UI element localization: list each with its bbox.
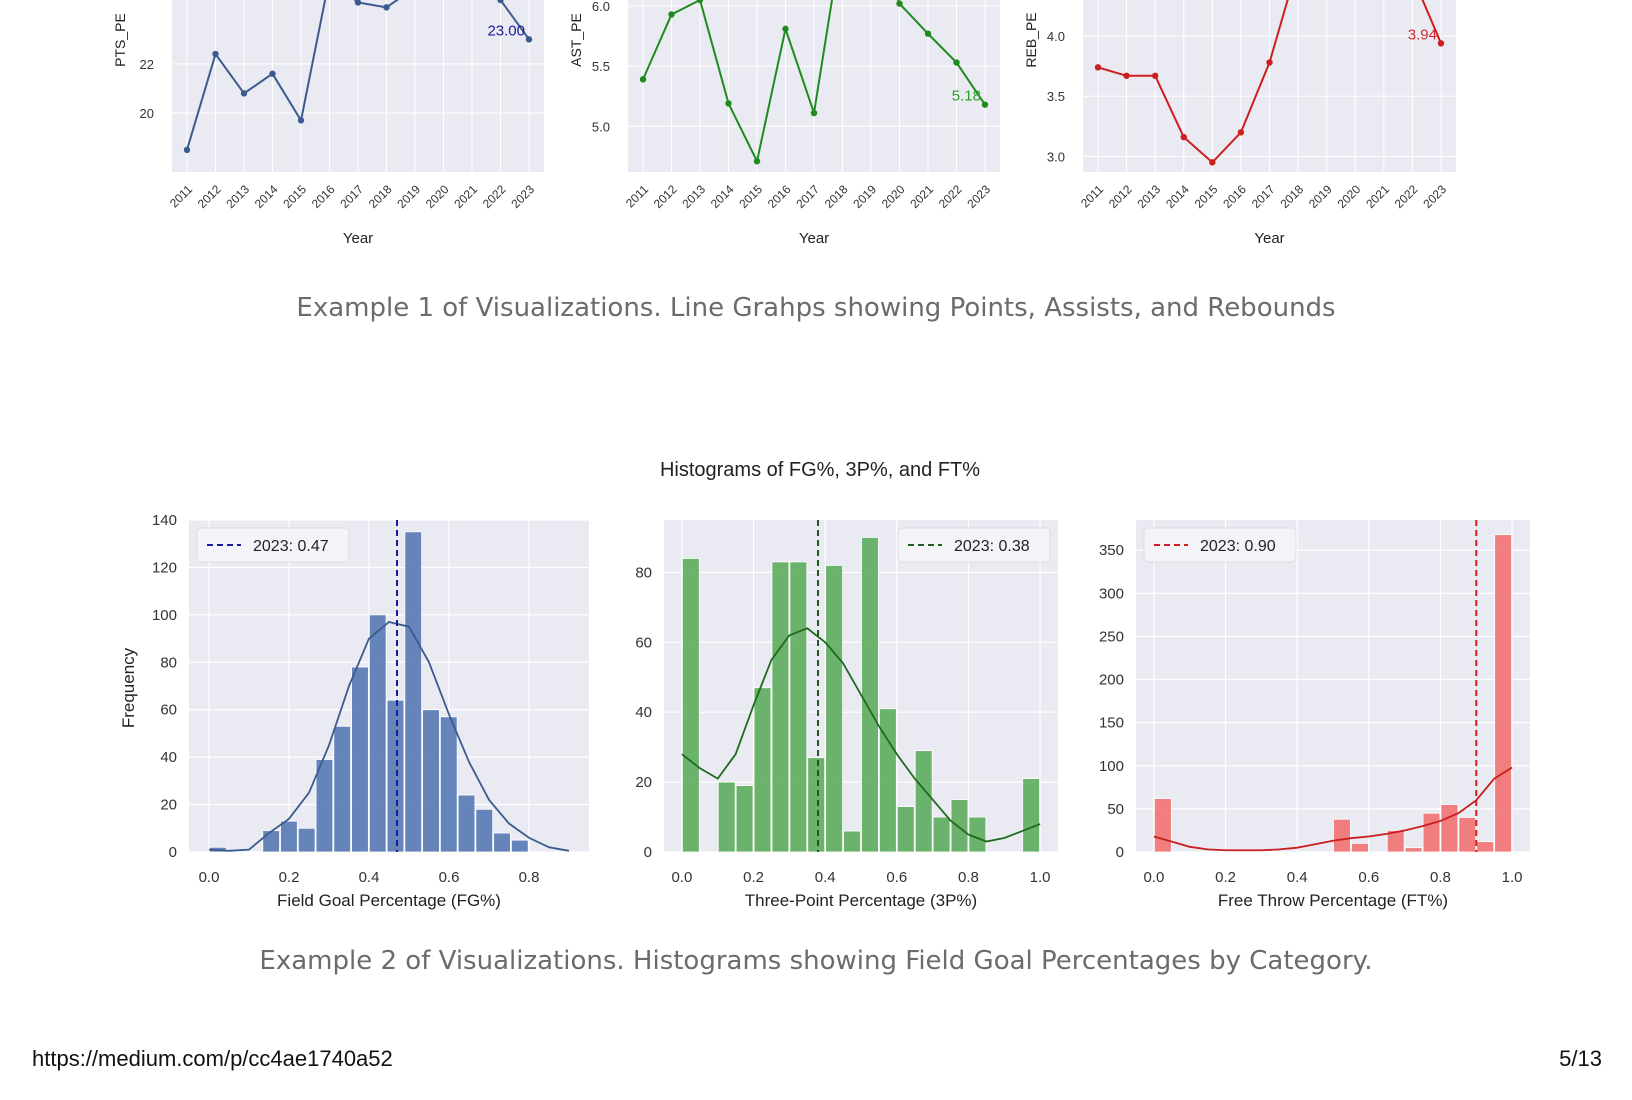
y-tick-label: 0 [643,844,652,861]
x-tick-label: 0.0 [198,869,220,886]
x-tick-label: 2021 [907,182,937,212]
line-charts-caption: Example 1 of Visualizations. Line Grahps showing Points, Assists, and Rebounds [296,293,1336,323]
x-tick-label: 0.2 [1215,869,1236,886]
histogram-bar [405,532,422,852]
histogram-bar [281,821,298,852]
y-tick-label: 350 [1098,542,1124,560]
x-tick-label: 0.4 [1286,869,1308,886]
histogram-bar [369,615,386,852]
legend [1144,528,1296,562]
histogram-bar [933,817,950,852]
x-tick-label: 2018 [1277,182,1307,212]
x-axis-label: Free Throw Percentage (FT%) [1217,891,1449,910]
data-point [1209,159,1215,165]
histogram-bar [1154,799,1171,852]
x-tick-label: 2018 [821,182,851,212]
x-tick-label: 2020 [422,182,452,212]
histogram-bar [844,831,861,852]
x-tick-label: 2011 [166,182,196,211]
x-tick-label: 2016 [764,182,794,212]
x-tick-label: 2014 [707,182,737,212]
data-point [383,4,389,10]
x-tick-label: 2019 [394,182,424,212]
histogram-bar [1405,848,1422,852]
x-tick-label: 0.0 [671,869,693,886]
y-tick-label: 100 [151,606,177,624]
x-tick-label: 0.4 [358,869,380,886]
data-point [1123,73,1129,79]
y-tick-label: 80 [160,654,177,672]
x-tick-label: 2016 [308,182,338,212]
legend-label: 2023: 0.47 [253,538,329,555]
histogram-bar [682,558,699,852]
x-tick-label: 2014 [1163,182,1192,212]
data-point [184,147,190,153]
histogram-bar [754,688,771,852]
data-point [269,71,275,77]
y-tick-label: 20 [139,106,154,122]
footer-page-number: 5/13 [1559,1046,1602,1071]
y-tick-label: 6.0 [591,0,610,15]
x-tick-label: 2012 [1105,182,1135,212]
data-point [668,11,674,17]
histogram-bar [1441,805,1458,852]
data-point [1095,64,1101,70]
histogram-3 [1099,520,1530,910]
y-tick-label: 250 [1098,628,1124,646]
x-tick-label: 2011 [1077,182,1107,211]
x-tick-label: 2013 [1134,182,1164,212]
footer-url[interactable]: https://medium.com/p/cc4ae1740a52 [32,1046,393,1071]
histogram-bar [387,700,404,852]
x-tick-label: 2012 [650,182,680,212]
x-tick-label: 2020 [878,182,908,212]
histogram-bar [263,831,280,852]
data-point [782,26,788,32]
x-tick-label: 0.6 [438,869,460,886]
data-point [725,100,731,106]
x-tick-label: 0.8 [958,869,979,886]
data-point [925,30,931,36]
x-tick-label: 2013 [223,182,253,212]
data-point [1181,134,1187,140]
histogram-bar [423,710,440,852]
histogram-bar [440,717,457,852]
histogram-bar [1423,813,1440,852]
x-tick-label: 2023 [1420,182,1450,212]
histogram-bar [969,817,986,852]
x-axis-label: Three-Point Percentage (3P%) [744,891,978,910]
y-tick-label: 50 [1107,800,1124,818]
histogram-bar [334,726,351,852]
y-tick-label: 200 [1098,671,1124,689]
histogram-bar [1459,818,1476,852]
end-value-label: 23.00 [487,22,525,40]
y-tick-label: 4.0 [1046,29,1065,45]
histogram-bar [772,562,789,852]
data-point [896,0,902,6]
histogram-2 [635,520,1058,910]
x-tick-label: 2015 [280,182,310,212]
x-axis-label: Year [342,230,374,247]
x-tick-label: 2018 [365,182,395,212]
x-tick-label: 0.0 [1143,869,1165,886]
line-chart-1 [112,0,544,247]
y-tick-label: 5.5 [591,59,610,75]
x-tick-label: 2022 [1391,182,1421,212]
x-tick-label: 2019 [850,182,880,212]
y-tick-label: 40 [160,749,177,767]
x-tick-label: 2020 [1334,182,1364,212]
histogram-bar [951,800,968,852]
x-axis-label: Field Goal Percentage (FG%) [277,891,501,910]
histograms-caption: Example 2 of Visualizations. Histograms showing Field Goal Percentages by Category. [259,946,1373,976]
data-point [1438,40,1444,46]
histogram-bar [826,565,843,852]
histogram-bar [494,833,511,852]
y-tick-label: 60 [635,634,652,652]
y-tick-label: 22 [139,56,154,72]
histogram-bar [316,760,333,852]
x-tick-label: 2021 [451,182,481,212]
data-point [241,90,247,96]
y-tick-label: 5.0 [591,119,610,135]
y-tick-label: 0 [1115,844,1124,861]
x-axis-label: Year [798,230,830,247]
legend [197,528,349,562]
x-tick-label: 2016 [1220,182,1250,212]
data-point [212,51,218,57]
legend-label: 2023: 0.38 [954,538,1030,555]
y-tick-label: 20 [160,796,177,814]
y-tick-label: 60 [160,701,177,719]
histogram-bar [915,751,932,852]
histogram-1 [119,512,589,910]
x-tick-label: 2017 [1248,182,1278,212]
x-tick-label: 2017 [337,182,367,212]
histograms-suptitle: Histograms of FG%, 3P%, and FT% [659,459,981,481]
data-point [953,59,959,65]
histogram-bar [298,828,315,852]
histogram-bar [862,537,879,852]
x-tick-label: 0.2 [743,869,764,886]
y-axis-label: Frequency [119,647,138,729]
legend-label: 2023: 0.90 [1200,538,1276,555]
legend [898,528,1050,562]
x-tick-label: 0.6 [886,869,908,886]
histogram-bar [1477,842,1494,852]
x-tick-label: 0.2 [278,869,300,886]
y-tick-label: 3.5 [1046,89,1065,105]
data-point [1152,73,1158,79]
y-axis-label: REB_PE [1023,12,1039,68]
histogram-bar [352,667,369,852]
histogram-bar [808,758,825,852]
x-tick-label: 0.8 [1430,869,1451,886]
x-tick-label: 2015 [1191,182,1221,212]
x-tick-label: 2013 [679,182,709,212]
x-tick-label: 2021 [1363,182,1392,212]
x-tick-label: 2022 [935,182,965,212]
x-tick-label: 2019 [1306,182,1335,212]
x-tick-label: 2012 [194,182,224,212]
data-point [811,110,817,116]
y-tick-label: 150 [1098,714,1124,732]
y-tick-label: 3.0 [1046,149,1065,165]
histogram-bar [1334,819,1351,852]
y-axis-label: AST_PE [568,13,584,67]
histogram-bar [897,807,914,852]
data-point [298,117,304,123]
y-tick-label: 100 [1098,757,1124,775]
x-tick-label: 0.8 [518,869,540,886]
histogram-bar [718,782,735,852]
data-point [526,36,532,42]
y-tick-label: 40 [635,704,652,722]
y-tick-label: 140 [151,512,177,529]
x-tick-label: 0.4 [814,869,836,886]
x-tick-label: 2011 [622,182,652,211]
x-tick-label: 2014 [251,182,281,212]
line-chart-3 [1023,0,1456,247]
x-tick-label: 2023 [964,182,994,212]
y-tick-label: 20 [635,774,652,792]
y-tick-label: 0 [168,844,177,861]
end-value-label: 5.18 [951,87,981,105]
histogram-bar [1495,535,1512,852]
data-point [1238,129,1244,135]
x-tick-label: 2017 [793,182,823,212]
histogram-bar [511,840,528,852]
data-point [982,101,988,107]
y-axis-label: PTS_PE [112,13,128,67]
histogram-bar [458,795,475,852]
x-axis-label: Year [1254,230,1285,247]
plot-area [1136,520,1530,852]
x-tick-label: 2015 [736,182,766,212]
x-tick-label: 1.0 [1029,869,1051,886]
x-tick-label: 2022 [479,182,509,212]
histogram-bar [736,786,753,852]
line-chart-2 [568,0,1000,247]
end-value-label: 3.94 [1407,26,1437,44]
y-tick-label: 300 [1098,585,1124,603]
x-tick-label: 2023 [508,182,538,212]
data-point [754,158,760,164]
histogram-bar [1023,779,1040,852]
y-tick-label: 120 [151,559,177,577]
y-tick-label: 80 [635,564,652,582]
x-tick-label: 0.6 [1358,869,1380,886]
histogram-bar [790,562,807,852]
histogram-bar [1351,843,1368,852]
data-point [640,76,646,82]
histogram-bar [476,809,493,852]
x-tick-label: 1.0 [1501,869,1523,886]
data-point [1266,59,1272,65]
